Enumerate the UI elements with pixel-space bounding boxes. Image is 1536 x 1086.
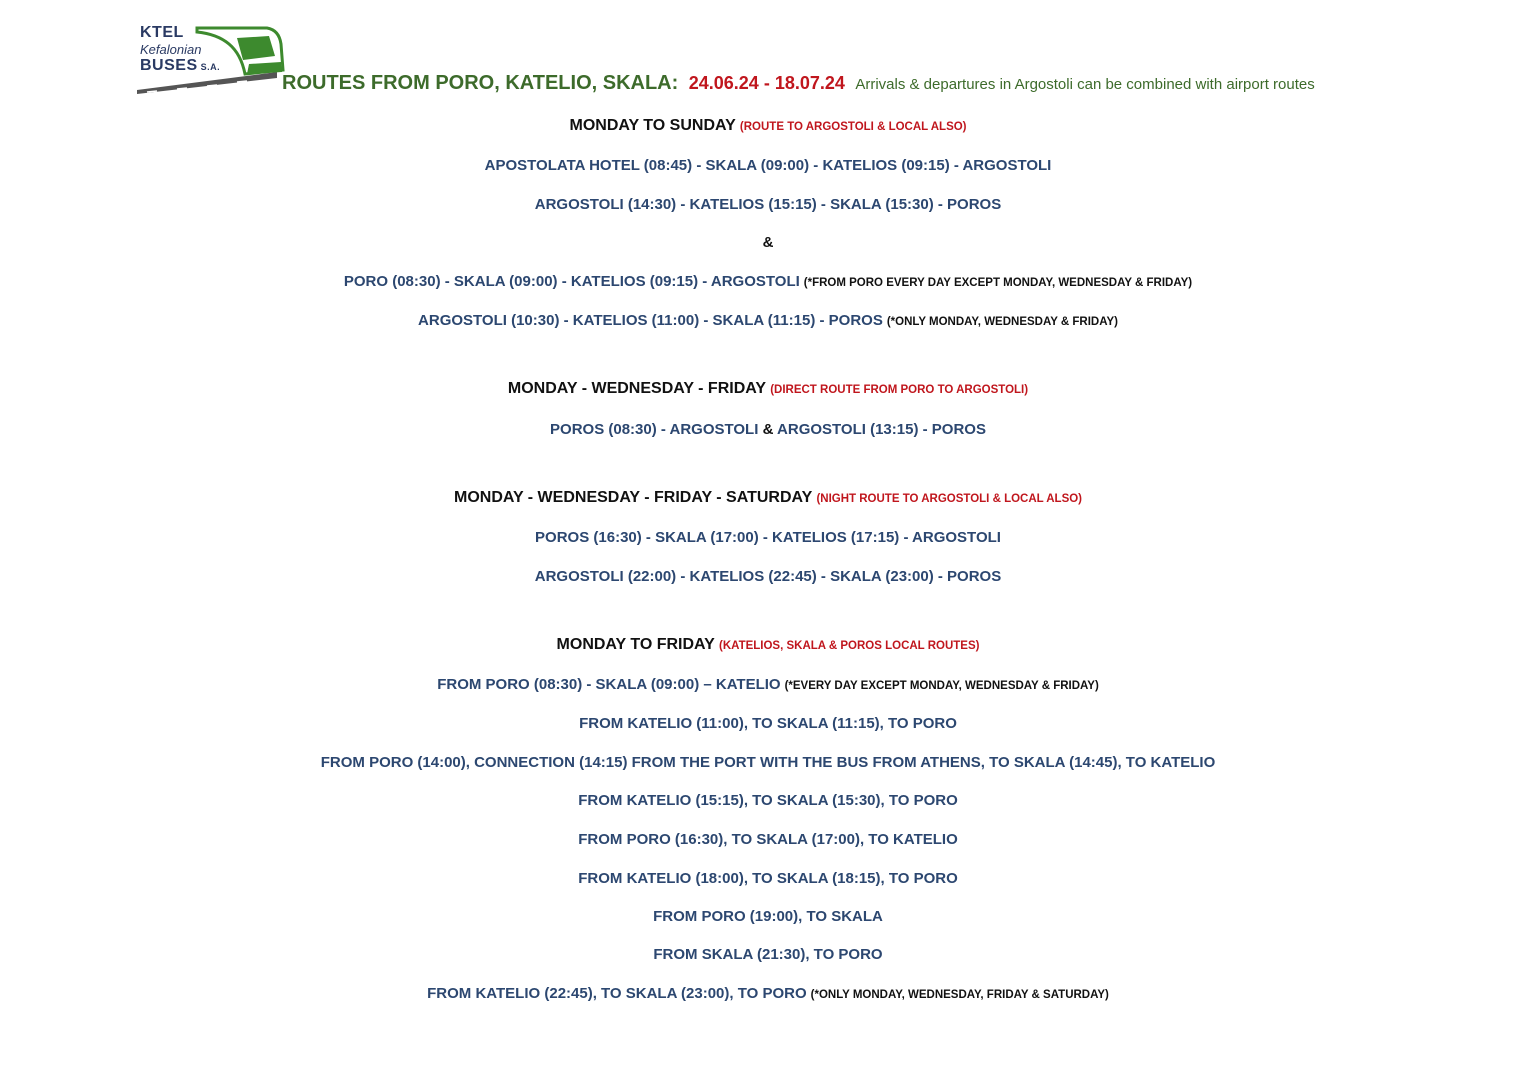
- route-line: ARGOSTOLI (22:00) - KATELIOS (22:45) - SKALA (23:00) - POROS: [534, 568, 1002, 585]
- route-line: FROM PORO (16:30), TO SKALA (17:00), TO KATELIO: [578, 831, 958, 848]
- section-title-monday-to-friday: [0, 636, 1536, 654]
- route-line: [0, 676, 1536, 693]
- logo-buses-word: BUSES: [140, 57, 198, 74]
- route-text: FROM PORO (08:30) - SKALA (09:00) – KATELIO: [437, 676, 781, 693]
- route-line: APOSTOLATA HOTEL (08:45) - SKALA (09:00) - KATELIOS (09:15) - ARGOSTOLI: [484, 157, 1052, 174]
- route-line: FROM KATELIO (18:00), TO SKALA (18:15), TO PORO: [578, 870, 958, 887]
- ampersand: &: [762, 234, 774, 251]
- section-title: MONDAY - WEDNESDAY - FRIDAY: [507, 380, 767, 397]
- route-text: ARGOSTOLI (10:30) - KATELIOS (11:00) - SKALA (11:15) - POROS: [418, 312, 883, 329]
- section-title-mon-wed-fri: [0, 380, 1536, 398]
- section-subtitle: (NIGHT ROUTE TO ARGOSTOLI & LOCAL ALSO): [816, 493, 1083, 505]
- date-range: 24.06.24 - 18.07.24: [688, 73, 845, 93]
- route-separator: [0, 234, 1536, 251]
- route-line: [0, 985, 1536, 1002]
- route-line: FROM PORO (19:00), TO SKALA: [653, 908, 883, 925]
- route-note: (*FROM PORO EVERY DAY EXCEPT MONDAY, WEDNESDAY & FRIDAY): [803, 277, 1193, 289]
- route-note: (*ONLY MONDAY, WEDNESDAY, FRIDAY & SATURDAY): [810, 989, 1109, 1001]
- route-line: [0, 312, 1536, 329]
- route-note: (*ONLY MONDAY, WEDNESDAY & FRIDAY): [886, 316, 1118, 328]
- section-title: MONDAY TO SUNDAY: [569, 117, 736, 134]
- route-text: FROM KATELIO (22:45), TO SKALA (23:00), TO PORO: [427, 985, 807, 1002]
- route-line: FROM KATELIO (15:15), TO SKALA (15:30), TO PORO: [578, 792, 958, 809]
- section-title-monday-to-sunday: [0, 117, 1536, 135]
- logo-sa-text: S.A.: [200, 62, 221, 72]
- route-line: POROS (16:30) - SKALA (17:00) - KATELIOS (17:15) - ARGOSTOLI: [535, 529, 1001, 546]
- section-subtitle: (KATELIOS, SKALA & POROS LOCAL ROUTES): [718, 640, 980, 652]
- route-line: FROM SKALA (21:30), TO PORO: [653, 946, 883, 963]
- page-header: [282, 72, 1315, 95]
- route-text: ARGOSTOLI (13:15) - POROS: [777, 421, 986, 438]
- route-line: [0, 421, 1536, 438]
- company-logo: [137, 24, 285, 94]
- section-subtitle: (ROUTE TO ARGOSTOLI & LOCAL ALSO): [739, 121, 967, 133]
- route-line: ARGOSTOLI (14:30) - KATELIOS (15:15) - SKALA (15:30) - POROS: [534, 196, 1002, 213]
- route-line: FROM PORO (14:00), CONNECTION (14:15) FROM THE PORT WITH THE BUS FROM ATHENS, TO SKALA (14:45), TO KATELIO: [320, 754, 1216, 771]
- logo-buses-text: [140, 57, 220, 75]
- page-title: ROUTES FROM PORO, KATELIO, SKALA:: [282, 72, 679, 94]
- section-subtitle: (DIRECT ROUTE FROM PORO TO ARGOSTOLI): [770, 384, 1029, 396]
- route-text: POROS (08:30) - ARGOSTOLI: [550, 421, 759, 438]
- section-title-mon-wed-fri-sat: [0, 489, 1536, 507]
- route-line: [0, 273, 1536, 290]
- logo-ktel-text: KTEL: [140, 24, 184, 41]
- ampersand: &: [762, 421, 774, 438]
- route-text: PORO (08:30) - SKALA (09:00) - KATELIOS (09:15) - ARGOSTOLI: [343, 273, 800, 290]
- logo-kefalonian-text: Kefalonian: [140, 42, 202, 57]
- header-note: Arrivals & departures in Argostoli can be combined with airport routes: [855, 76, 1315, 93]
- section-title: MONDAY TO FRIDAY: [556, 636, 715, 653]
- route-line: FROM KATELIO (11:00), TO SKALA (11:15), TO PORO: [579, 715, 957, 732]
- route-note: (*EVERY DAY EXCEPT MONDAY, WEDNESDAY & FRIDAY): [784, 680, 1099, 692]
- section-title: MONDAY - WEDNESDAY - FRIDAY - SATURDAY: [453, 489, 813, 506]
